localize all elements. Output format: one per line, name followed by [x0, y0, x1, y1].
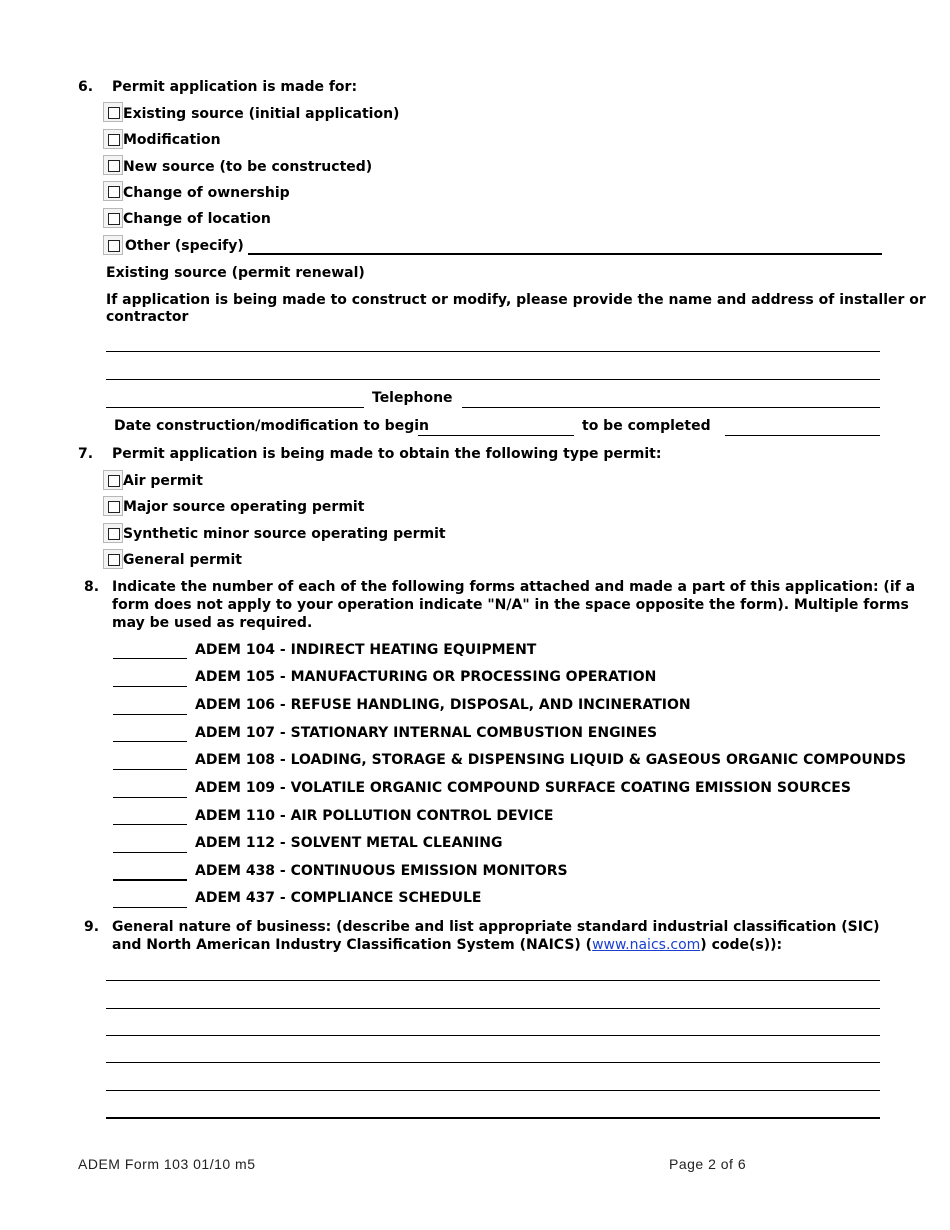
completed-date-field[interactable]: [725, 435, 880, 436]
form-label-104: ADEM 104 - INDIRECT HEATING EQUIPMENT: [195, 642, 537, 658]
checkbox-new-source[interactable]: [103, 155, 123, 175]
q9-line1: General nature of business: (describe and list appropriate standard industrial classification (SIC): [112, 919, 880, 935]
q8-number: 8.: [84, 579, 100, 595]
q8-line1: Indicate the number of each of the following forms attached and made a part of this application: (if a: [112, 579, 916, 595]
checkbox-existing-source[interactable]: [103, 102, 123, 122]
checkbox-change-of-ownership[interactable]: [103, 181, 123, 201]
option-synthetic-minor: Synthetic minor source operating permit: [123, 526, 446, 542]
q7-heading: Permit application is being made to obtain the following type permit:: [112, 446, 662, 462]
form-label-107: ADEM 107 - STATIONARY INTERNAL COMBUSTION ENGINES: [195, 725, 658, 741]
naics-link[interactable]: www.naics.com: [592, 937, 701, 953]
checkbox-change-of-location[interactable]: [103, 208, 123, 228]
begin-date-label: Date construction/modification to begin: [114, 418, 429, 434]
q8-line3: may be used as required.: [112, 615, 313, 631]
business-line-6[interactable]: [106, 1117, 880, 1119]
q9-number: 9.: [84, 919, 100, 935]
option-other: Other (specify): [125, 238, 244, 254]
option-change-of-ownership: Change of ownership: [123, 185, 290, 201]
checkbox-air-permit[interactable]: [103, 470, 123, 490]
q9-line2: [112, 936, 782, 954]
option-air-permit: Air permit: [123, 473, 203, 489]
checkbox-modification[interactable]: [103, 129, 123, 149]
option-modification: Modification: [123, 132, 221, 148]
installer-prompt-line2: contractor: [106, 309, 189, 325]
form-count-109[interactable]: [113, 797, 187, 798]
form-label-109: ADEM 109 - VOLATILE ORGANIC COMPOUND SURFACE COATING EMISSION SOURCES: [195, 780, 851, 796]
form-label-106: ADEM 106 - REFUSE HANDLING, DISPOSAL, AND INCINERATION: [195, 697, 691, 713]
form-count-104[interactable]: [113, 658, 187, 659]
q9-line2-after: ) code(s)):: [700, 937, 783, 953]
business-line-1[interactable]: [106, 980, 880, 981]
form-count-437[interactable]: [113, 907, 187, 908]
form-count-106[interactable]: [113, 714, 187, 715]
checkbox-general-permit[interactable]: [103, 549, 123, 569]
form-count-110[interactable]: [113, 824, 187, 825]
form-count-112[interactable]: [113, 852, 187, 853]
option-general-permit: General permit: [123, 552, 242, 568]
business-line-2[interactable]: [106, 1008, 880, 1009]
installer-address-field[interactable]: [106, 379, 880, 380]
form-label-105: ADEM 105 - MANUFACTURING OR PROCESSING OPERATION: [195, 669, 657, 685]
renewal-label: Existing source (permit renewal): [106, 265, 365, 281]
option-new-source: New source (to be constructed): [123, 159, 373, 175]
form-label-110: ADEM 110 - AIR POLLUTION CONTROL DEVICE: [195, 808, 554, 824]
business-line-5[interactable]: [106, 1090, 880, 1091]
form-label-438: ADEM 438 - CONTINUOUS EMISSION MONITORS: [195, 863, 568, 879]
completed-date-label: to be completed: [582, 418, 711, 434]
form-label-437: ADEM 437 - COMPLIANCE SCHEDULE: [195, 890, 482, 906]
begin-date-field[interactable]: [418, 435, 574, 436]
form-label-108: ADEM 108 - LOADING, STORAGE & DISPENSING LIQUID & GASEOUS ORGANIC COMPOUNDS: [195, 752, 907, 768]
business-line-3[interactable]: [106, 1035, 880, 1036]
form-count-107[interactable]: [113, 741, 187, 742]
installer-city-field[interactable]: [106, 407, 364, 408]
q9-line2-before: and North American Industry Classification System (NAICS) (: [112, 937, 593, 953]
other-specify-field[interactable]: [248, 253, 882, 255]
form-count-438[interactable]: [113, 879, 187, 881]
form-count-105[interactable]: [113, 686, 187, 687]
q6-number: 6.: [78, 79, 94, 95]
business-line-4[interactable]: [106, 1062, 880, 1063]
checkbox-synthetic-minor[interactable]: [103, 523, 123, 543]
checkbox-other[interactable]: [103, 235, 123, 255]
footer-page-number: Page 2 of 6: [669, 1156, 747, 1172]
installer-name-field[interactable]: [106, 351, 880, 352]
form-label-112: ADEM 112 - SOLVENT METAL CLEANING: [195, 835, 503, 851]
installer-prompt-line1: If application is being made to construct or modify, please provide the name and address of installer or: [106, 292, 926, 308]
option-major-source: Major source operating permit: [123, 499, 365, 515]
telephone-field[interactable]: [462, 407, 880, 408]
footer-form-id: ADEM Form 103 01/10 m5: [78, 1156, 256, 1172]
form-count-108[interactable]: [113, 769, 187, 770]
q6-heading: Permit application is made for:: [112, 79, 358, 95]
q8-line2: form does not apply to your operation indicate "N/A" in the space opposite the form). Multiple forms: [112, 597, 909, 613]
checkbox-major-source[interactable]: [103, 496, 123, 516]
option-change-of-location: Change of location: [123, 211, 271, 227]
option-existing-source: Existing source (initial application): [123, 106, 400, 122]
q7-number: 7.: [78, 446, 94, 462]
telephone-label: Telephone: [372, 390, 453, 406]
